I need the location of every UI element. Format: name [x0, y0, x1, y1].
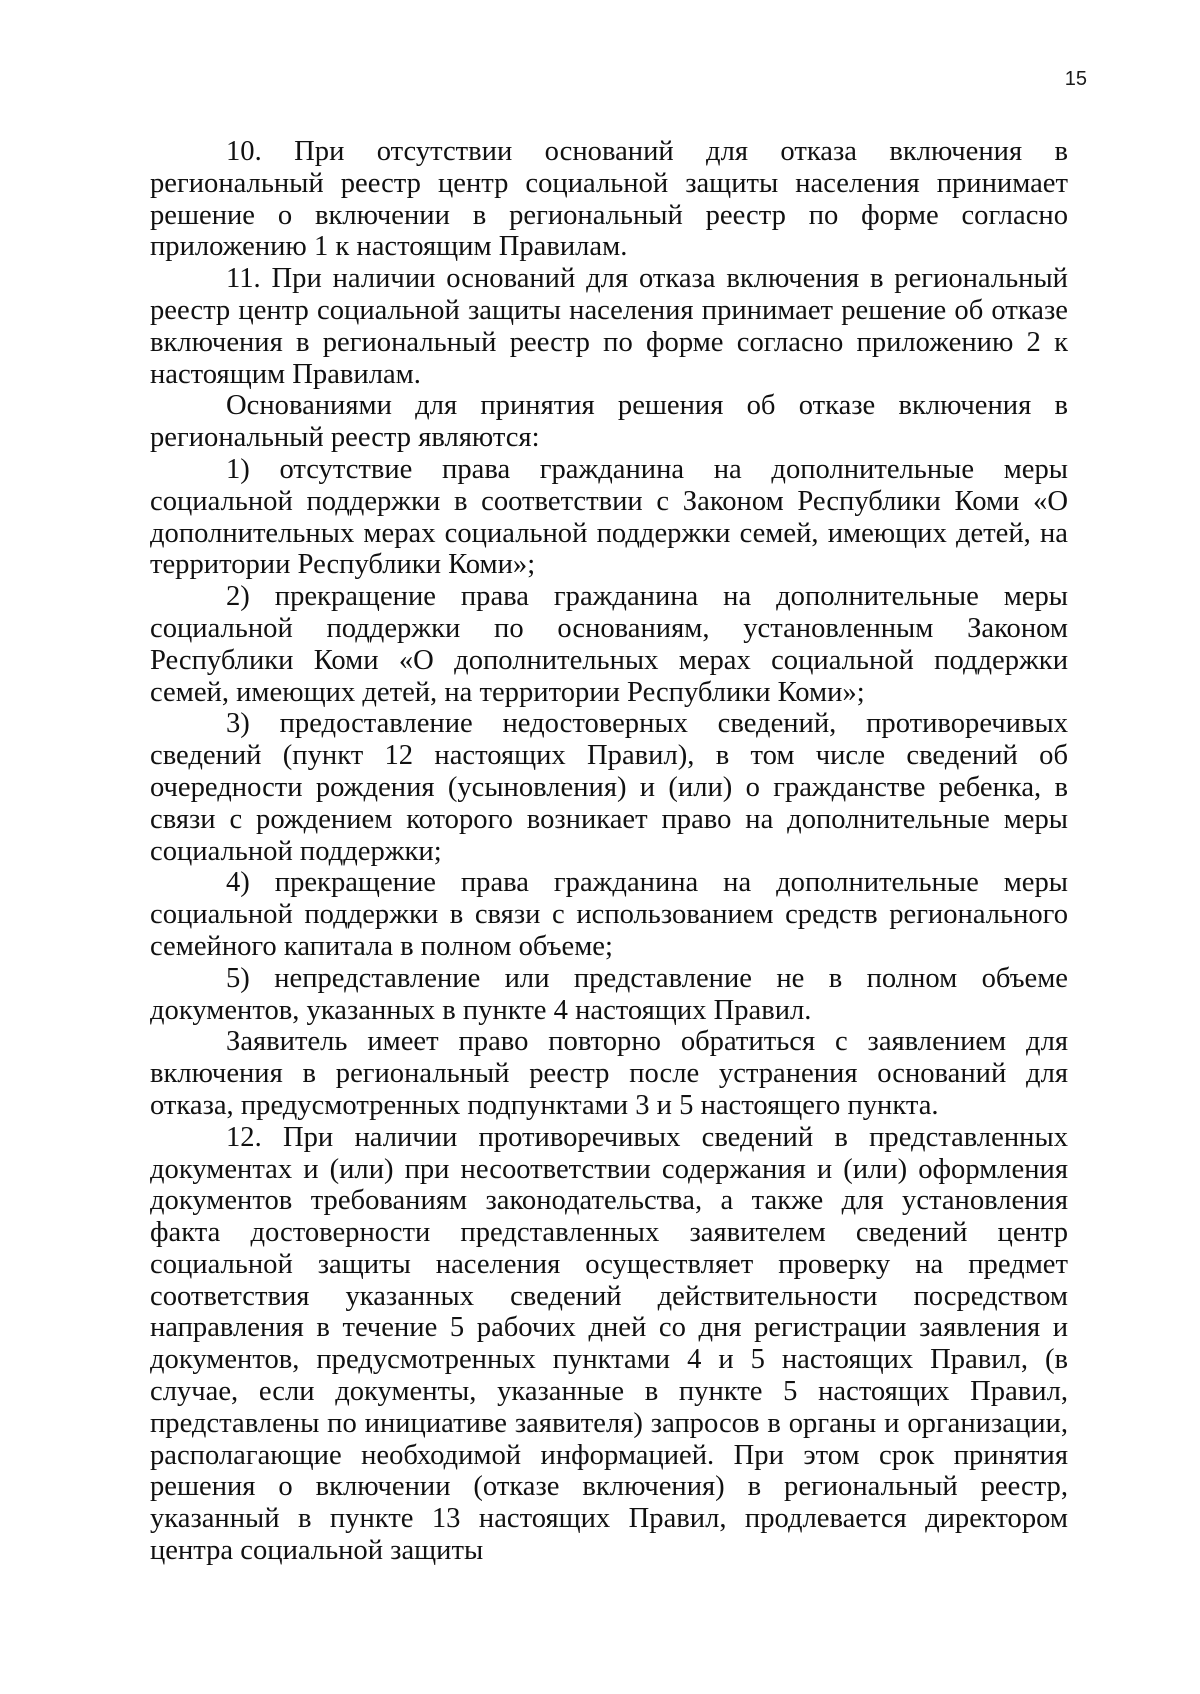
list-item-3: 3) предоставление недостоверных сведений, противоречивых сведений (пункт 12 настоящих Правил), в том числе сведений об очередности рождения (усыновления) и (или) о гражданстве ребенка, в связи с рождением которого возникает право на дополнительные меры социальной поддержки;: [150, 708, 1068, 867]
paragraph-11: 11. При наличии оснований для отказа включения в региональный реестр центр социальной защиты населения принимает решение об отказе включения в региональный реестр по форме согласно приложению 2 к настоящим Правилам.: [150, 263, 1068, 390]
page-number: 15: [1064, 68, 1087, 90]
paragraph-grounds-intro: Основаниями для принятия решения об отказе включения в региональный реестр являются:: [150, 390, 1068, 454]
list-item-1: 1) отсутствие права гражданина на дополнительные меры социальной поддержки в соответствии с Законом Республики Коми «О дополнительных мерах социальной поддержки семей, имеющих детей, на территории Республики Коми»;: [150, 453, 1068, 581]
paragraph-10: 10. При отсутствии оснований для отказа включения в региональный реестр центр социальной защиты населения принимает решение о включении в региональный реестр по форме согласно приложению 1 к настоящим Правилам.: [150, 136, 1068, 263]
document-body: [150, 136, 1068, 1567]
list-item-4: 4) прекращение права гражданина на дополнительные меры социальной поддержки в связи с использованием средств регионального семейного капитала в полном объеме;: [150, 867, 1068, 962]
list-item-2: 2) прекращение права гражданина на дополнительные меры социальной поддержки по основаниям, установленным Законом Республики Коми «О дополнительных мерах социальной поддержки семей, имеющих детей, на территории Республики Коми»;: [150, 581, 1068, 708]
list-item-5: 5) непредставление или представление не в полном объеме документов, указанных в пункте 4 настоящих Правил.: [150, 962, 1068, 1026]
paragraph-12: 12. При наличии противоречивых сведений в представленных документах и (или) при несоответствии содержания и (или) оформления документов требованиям законодательства, а также для установления факта достоверности представленных заявителем сведений центр социальной защиты населения осуществляет проверку на предмет соответствия указанных сведений действительности посредством направления в течение 5 рабочих дней со дня регистрации заявления и документов, предусмотренных пунктами 4 и 5 настоящих Правил, (в случае, если документы, указанные в пункте 5 настоящих Правил, представлены по инициативе заявителя) запросов в органы и организации, располагающие необходимой информацией. При этом срок принятия решения о включении (отказе включения) в региональный реестр, указанный в пункте 13 настоящих Правил, продлевается директором центра социальной защиты: [150, 1121, 1068, 1567]
paragraph-reapply: Заявитель имеет право повторно обратиться с заявлением для включения в региональный реестр после устранения оснований для отказа, предусмотренных подпунктами 3 и 5 настоящего пункта.: [150, 1026, 1068, 1121]
